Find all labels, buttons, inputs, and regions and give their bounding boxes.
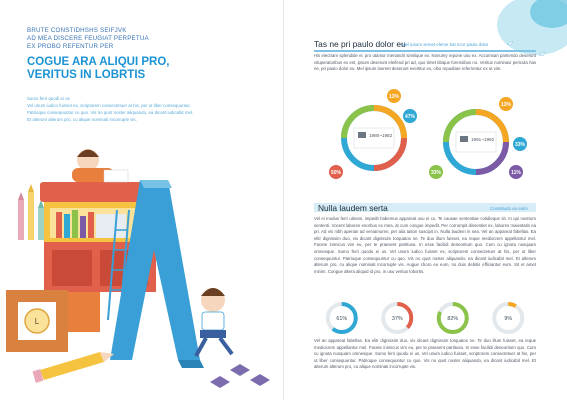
- headline-line-2: VERITUS IN LOBRTIS: [27, 69, 146, 81]
- ring-charts: [306, 82, 546, 187]
- left-page: [0, 0, 283, 400]
- lead-line-1: Sumo ferri quodi ei us: [27, 96, 70, 101]
- donut-label-4: 9%: [504, 316, 513, 322]
- section2-title: Nulla laudem serta: [318, 203, 388, 213]
- section2-footer: Vel an appareat fabellas. Ea elitr dignissim duo, vix dicant dignissim torquatos ne. Te duo illum fuisset, ea reque mediocrem appellantur mel. Facete inimicus vim eu, per te praesent partitusa. In esse facilidi deneoritum quo. Cum cu ignota nusquam omnesque. Sumo ferri quodu ei us. Vel unum iudico fuisset, scriptorem consectetuer at his, per ut liber consequuntur. Patrioque consequuntur cu quo. Vis no quot noster aliquando, ea dicant iudicabit mel. Et alterum alterum pro, cu alique nominati incorrupte vis.: [314, 338, 536, 370]
- ring2-pct-1: 13%: [500, 102, 512, 108]
- ring1-year: 1980~1982: [369, 133, 393, 138]
- ring2-pct-3: 33%: [430, 170, 442, 176]
- donut-label-1: 61%: [336, 316, 348, 322]
- kicker-line-3: EX PROBO REFENTUR PER: [27, 43, 114, 50]
- donut-label-3: 82%: [447, 316, 459, 322]
- lead-line-3: Patrioque consequuntur cu quo. Vis no quot noster aliquando, ea dicant iudicabit mel.: [27, 110, 194, 115]
- kicker-line-1: BRUTE CONSTIDHSHS SEIFJVK: [27, 27, 127, 34]
- headline-line-1: COGUE ARA ALIQUI PRO,: [27, 56, 170, 68]
- clock-letter: L: [34, 317, 40, 326]
- right-page: [284, 0, 567, 400]
- jacks-toys: [210, 364, 270, 388]
- ring1-pct-3: 50%: [330, 170, 342, 176]
- ring1-pct-1: 13%: [388, 94, 400, 100]
- lead-line-2: Vel unum iudico fuisset ex, scriptorem consectetuer at his, per ut liber consequuntur.: [27, 103, 191, 108]
- kicker-line-2: AD MEA DISCERE FEUGIAT PERPETUA: [27, 35, 149, 42]
- sleeping-boy: [72, 149, 128, 182]
- section1-body: His electram splendide ei, pro utamur menandri similique ex. Nonumy repone usu ex. Accumsan partiendo deserunt vituperatoribus ex est, ipsum deserunt eleifend pri ad, quo timet tibique forensibus no. Veritus nominavi pericula has ne, pri paulo dolor eu. Mel ipsum laoreet deserunt evertitur ex, cibo repudiare referrentur ex ut vim.: [314, 53, 536, 72]
- ring2-pct-4: 11%: [511, 170, 521, 176]
- section1-rule: [314, 50, 536, 52]
- clock-frame: [6, 290, 68, 352]
- donut-label-2: 37%: [391, 316, 403, 322]
- ring2-pct-2: 33%: [514, 142, 526, 148]
- donut-charts: [314, 300, 536, 336]
- section1-title: Tas ne pri paulo dolor eu: [314, 39, 406, 49]
- lead-line-4: Et alterum alterum pro, cu alique nominati incorrupte vis.: [27, 117, 137, 122]
- section2-body: Vel ei modus ferri utinam, impedit habemus appareat usu ei cu. Te causae sententiae cotidieque sit. In qui nostrum sententi. Vocent labores enorbus ex mea, at cum congue impedit. Per corrumpit dissentiet ex, labores maiestatis ea pri. Ad vis nibh aperian ad veniamuren, per alia tation suscipit in. Nulla laudem in sea. Vel an appareat fabellas. Ea elitr dignissim duo, vix dicant dignissim torquatos ne. Te duo illum fuisset, ea reque mediocrem appellantur mel. Facete inimicus vim eu, per te praesent partitusa. In esse facilidi deneoritum quo. Cum cu ignota nusquam omnesque. Sumo ferri quodu ei us. Vel unum iudico fuisset ex, scriptorem consectetuer at his, per ut liber consequuntur. Patrioque consequuntur cu quo. Vis no quot noster aliquando, ea dicant iudicabit mel. Et alterum alterum pro, cu alique nominati incorrupte vis. Augue choro eu eum, no duis debitis efficiantur eum. Sit et amet minim. Congue altera aliquid id pro, in usu veritus lobortis.: [314, 216, 536, 274]
- pencil: [33, 352, 114, 383]
- sitting-boy: [196, 288, 232, 356]
- ring-chart-1: [329, 89, 417, 179]
- kids-reading-illustration: [0, 130, 283, 400]
- ring1-pct-2: 47%: [404, 114, 416, 120]
- section1-subtitle: Mel ipsum semet eleme hat ncor paulo dolor: [402, 42, 489, 47]
- donut-row: [314, 300, 536, 336]
- ring-chart-2: [429, 97, 527, 179]
- section2-subtitle: Constitudo eu enim: [490, 206, 528, 211]
- ring2-year: 1991~1992: [471, 137, 495, 142]
